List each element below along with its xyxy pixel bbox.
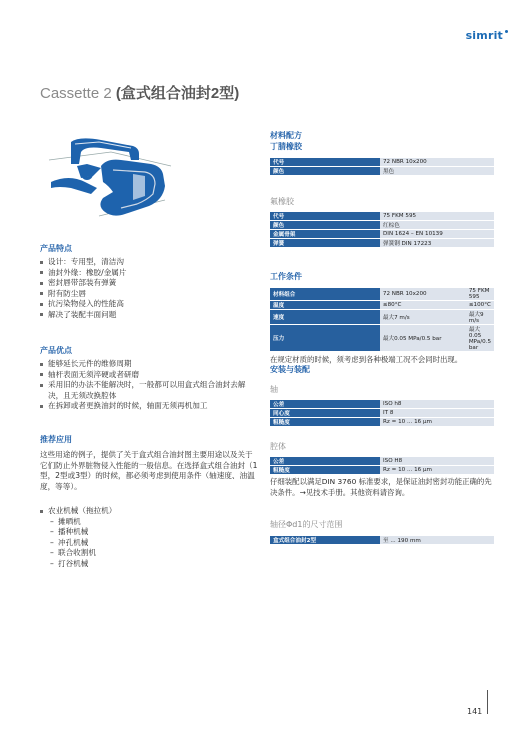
list-item: 在拆卸或者更换油封的时候，轴面无须再机加工 [40, 401, 255, 412]
housing-table [270, 457, 494, 475]
table-row [270, 325, 494, 352]
housing-heading: 腔体 [270, 442, 286, 451]
application-heading: 推荐应用 [40, 435, 72, 444]
table-row [270, 167, 494, 176]
fkm-heading: 氟橡胶 [270, 197, 294, 206]
application-paragraph: 这些用途的例子，提供了关于盒式组合油封图主要用途以及关于它们防止外界脏物侵入性能的一般信息。在选择盒式组合油封（1型，2型或3型）的时候，都必须考虑到使用条件（轴速度、油温度，等等）。 [40, 450, 258, 491]
application-section [40, 434, 258, 569]
table-value: Rz = 10 ... 16 μm [380, 466, 494, 475]
table-key: 代号 [270, 158, 380, 167]
working-heading: 工作条件 [270, 272, 302, 281]
table-key: 公差 [270, 457, 380, 466]
list-item: – 冲孔机械 [50, 538, 258, 549]
table-value: 75 FKM 595 [380, 212, 494, 221]
list-item: 解决了装配丰面问题 [40, 310, 255, 321]
table-row [270, 310, 494, 325]
table-key: 公差 [270, 400, 380, 409]
table-value: 72 NBR 10x200 [380, 288, 466, 301]
table-key: 同心度 [270, 409, 380, 418]
application-sub-list [40, 517, 258, 570]
page-title [40, 82, 239, 103]
table-value: 红棕色 [380, 221, 494, 230]
table-row [270, 301, 494, 310]
list-item: – 播种机械 [50, 527, 258, 538]
table-row [270, 239, 494, 248]
list-item: – 联合收割机 [50, 548, 258, 559]
table-value: 72 NBR 10x200 [380, 158, 494, 167]
seal-cross-section-illustration [41, 130, 179, 220]
table-key: 速度 [270, 310, 380, 325]
page-number: 141 [467, 707, 483, 716]
features-section [40, 243, 255, 320]
table-value: DIN 1624 – EN 10139 [380, 230, 494, 239]
table-key: 代号 [270, 212, 380, 221]
table-value: 黑色 [380, 167, 494, 176]
fkm-table [270, 212, 494, 248]
table-key: 盒式组合油封2型 [270, 536, 380, 545]
table-key: 颜色 [270, 167, 380, 176]
table-row [270, 536, 494, 545]
table-row [270, 221, 494, 230]
table-row [270, 409, 494, 418]
table-row [270, 230, 494, 239]
table-value: ISO h8 [380, 400, 494, 409]
table-row [270, 288, 494, 301]
table-value: ISO H8 [380, 457, 494, 466]
material-section [270, 130, 496, 248]
footer-divider [487, 690, 488, 714]
features-heading: 产品特点 [40, 244, 72, 253]
list-item: 能够延长元件的维修周期 [40, 359, 255, 370]
nbr-table [270, 158, 494, 176]
table-value: 最大0.05 MPa/0.5 bar [380, 325, 466, 352]
table-row [270, 400, 494, 409]
list-item: 抗污染物侵入的性能高 [40, 299, 255, 310]
nbr-heading: 丁腈橡胶 [270, 142, 302, 151]
table-key: 金属骨架 [270, 230, 380, 239]
working-table [270, 288, 494, 352]
table-key: 粗糙度 [270, 466, 380, 475]
table-key: 材料组合 [270, 288, 380, 301]
table-value: 75 FKM 595 [466, 288, 494, 301]
material-heading: 材料配方 [270, 131, 302, 140]
table-key: 颜色 [270, 221, 380, 230]
list-item: 油封外缘：橡胶/金属片 [40, 268, 255, 279]
list-item: – 摊晒机 [50, 517, 258, 528]
table-value: 最大7 m/s [380, 310, 466, 325]
list-item: 农业机械（拖拉机） [40, 506, 258, 517]
table-row [270, 457, 494, 466]
table-row [270, 418, 494, 427]
application-list [40, 506, 258, 517]
table-value: Rz = 10 ... 16 μm [380, 418, 494, 427]
logo-dot-icon [505, 30, 508, 33]
working-conditions-section [270, 271, 496, 366]
list-item: 采用旧的办法不能解决时，一般都可以用盒式组合油封去解决，且无须改换腔体 [40, 380, 255, 401]
size-range-section [270, 519, 496, 545]
install-heading: 安装与装配 [270, 365, 310, 374]
table-key: 弹簧 [270, 239, 380, 248]
table-key: 粗糙度 [270, 418, 380, 427]
table-value: 最大9 m/s [466, 310, 494, 325]
table-value: 至 ... 190 mm [380, 536, 494, 545]
installation-section [270, 364, 496, 498]
table-value: ≤80°C [380, 301, 466, 310]
table-value: IT 8 [380, 409, 494, 418]
advantages-heading: 产品优点 [40, 346, 72, 355]
table-row [270, 158, 494, 167]
size-table [270, 536, 494, 545]
list-item: 密封唇带部装有弹簧 [40, 278, 255, 289]
shaft-heading: 轴 [270, 385, 278, 394]
table-key: 压力 [270, 325, 380, 352]
features-list [40, 257, 255, 320]
list-item: – 打谷机械 [50, 559, 258, 570]
advantages-section [40, 345, 255, 412]
advantages-list [40, 359, 255, 412]
shaft-table [270, 400, 494, 427]
list-item: 附有防尘唇 [40, 289, 255, 300]
table-value: 弹簧钢 DIN 17223 [380, 239, 494, 248]
table-value: 最大0.05 MPa/0.5 bar [466, 325, 494, 352]
table-row [270, 212, 494, 221]
table-value: ≤100°C [466, 301, 494, 310]
table-key: 温度 [270, 301, 380, 310]
brand-logo: simrit [466, 29, 508, 42]
table-row [270, 466, 494, 475]
working-note: 在规定材质的时候，须考虑到各种极端工况不会同时出现。 [270, 355, 463, 364]
housing-note: 仔细装配以满足DIN 3760 标准要求，是保证油封密封功能正确的先决条件。→见技术手册。其他资料请咨询。 [270, 477, 492, 497]
list-item: 设计：专用型，清洁沟 [40, 257, 255, 268]
list-item: 轴杆表面无须淬硬或者研磨 [40, 370, 255, 381]
title-latin: Cassette 2 [40, 85, 116, 102]
title-chinese: (盒式组合油封2型) [115, 85, 240, 102]
size-heading: 轴径Φd1的尺寸范围 [270, 520, 343, 529]
